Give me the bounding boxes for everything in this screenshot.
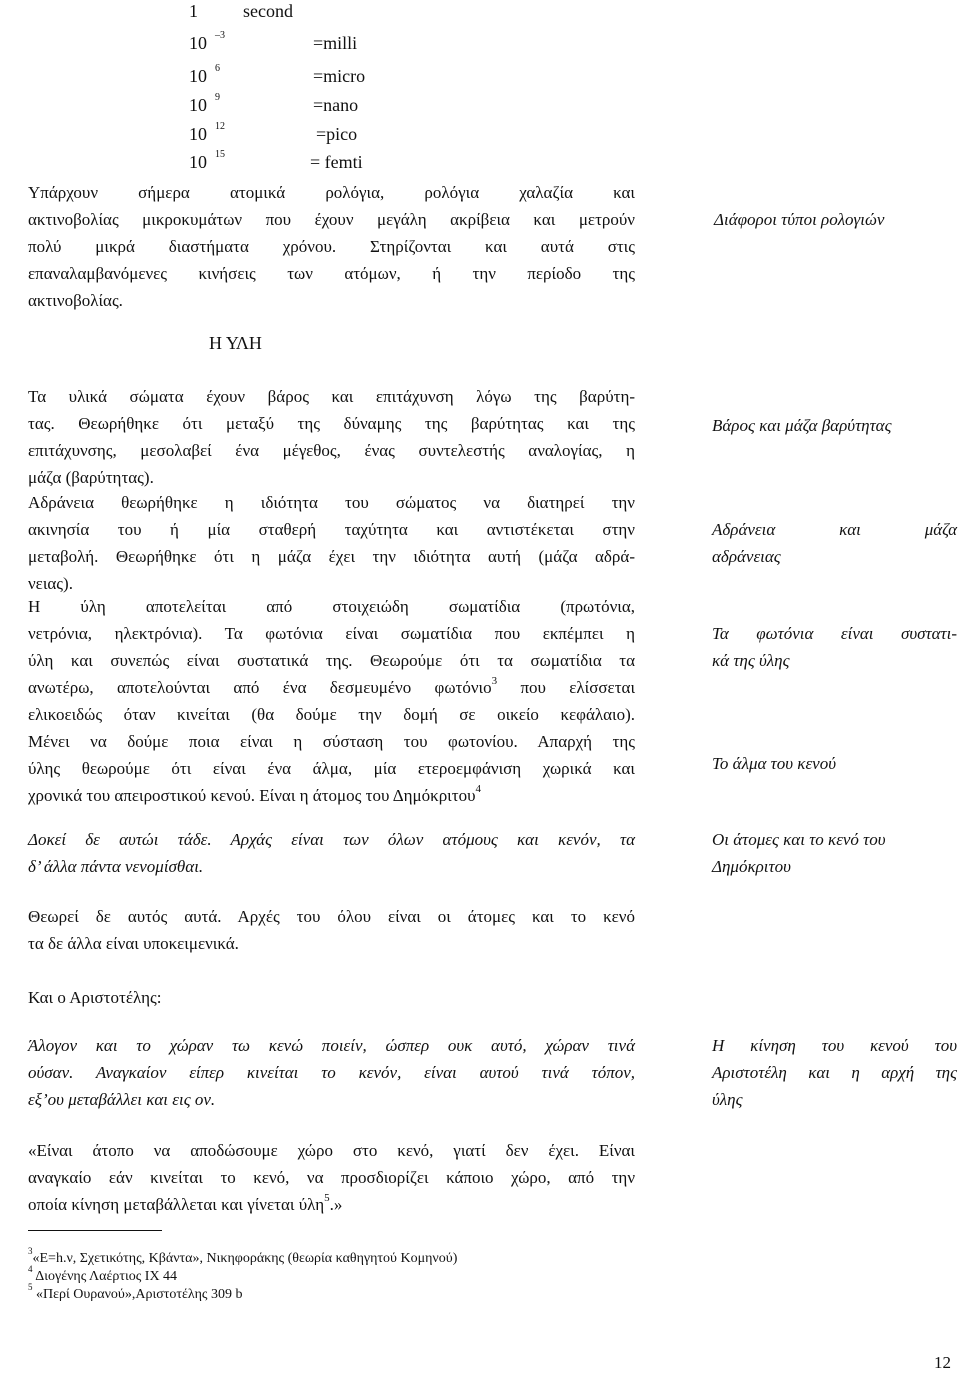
unit-row-micro <box>189 63 366 90</box>
text-line: ελικοειδώς όταν κινείται (θα δούμε την δομή σε οικείο κεφάλαιο). <box>28 705 635 724</box>
text-line: Τα υλικά σώματα έχουν βάρος και επιτάχυνση λόγω της βαρύτη- <box>28 387 635 406</box>
text-line: αναγκαίο εάν κινείται το κενό, να προσδιορίζει κάποιο χώρο, από την <box>28 1168 635 1187</box>
unit-label: =micro <box>313 66 366 86</box>
inertia-paragraph <box>28 489 635 597</box>
unit-label: second <box>243 1 293 21</box>
text-line: δ’ άλλα πάντα νενομίσθαι. <box>28 857 204 876</box>
section-heading: Η ΥΛΗ <box>209 333 262 353</box>
unit-base: 1 <box>189 1 198 21</box>
unit-label: = femti <box>310 152 363 172</box>
text-line: εξ’ου μεταβάλλει και εις ον. <box>28 1090 216 1109</box>
text-line <box>28 674 635 701</box>
aristotle-translation <box>28 1137 635 1218</box>
unit-exponent: 6 <box>215 63 220 74</box>
text-line: ακτινοβολίας μικροκυμάτων που έχουν μεγάλη ακρίβεια και μετρούν <box>28 210 635 229</box>
footnote-number: 5 <box>28 1282 33 1293</box>
text-line: ακτινοβολίας. <box>28 291 123 310</box>
text-fragment: ανωτέρω, αποτελούνται από ένα δεσμευμένο φωτόνιο <box>28 678 492 697</box>
text-line: Άλογον και το χώραν τω κενώ ποιείν, ώσπερ ουκ αυτό, χώραν τινά <box>28 1036 635 1055</box>
democritus-paraphrase <box>28 903 635 957</box>
footnote-separator <box>28 1230 162 1231</box>
text-fragment: που ελίσσεται <box>497 678 636 697</box>
margin-note-line: Αριστοτέλη και η αρχή της <box>712 1063 957 1082</box>
footnote <box>28 1264 457 1286</box>
matter-paragraph <box>28 593 635 809</box>
margin-note-line: Τα φωτόνια είναι συστατι- <box>712 624 957 643</box>
unit-exponent: 15 <box>215 149 225 160</box>
margin-note-weight-mass: Βάρος και μάζα βαρύτητας <box>712 416 892 435</box>
unit-row-pico <box>189 121 358 148</box>
footnote-number: 3 <box>28 1246 33 1257</box>
unit-base: 10 <box>189 95 207 115</box>
text-line: επιτάχυνσης, μεσολαβεί ένα μέγεθος, ένας συντελεστής αναλογίας, η <box>28 441 635 460</box>
democritus-quote <box>28 826 635 880</box>
unit-base: 10 <box>189 124 207 144</box>
unit-row-second <box>189 1 293 25</box>
text-fragment: .» <box>329 1195 343 1214</box>
unit-base: 10 <box>189 152 207 172</box>
text-line: Η ύλη αποτελείται από στοιχειώδη σωματίδια (πρωτόνια, <box>28 597 635 616</box>
footnote-ref: 5 <box>324 1192 330 1205</box>
text-line: νετρόνια, ηλεκτρόνια). Τα φωτόνια είναι σωματίδια που εκπέμπει η <box>28 624 635 643</box>
text-line: «Είναι άτοπο να αποδώσουμε χώρο στο κενό, γιατί δεν έχει. Είναι <box>28 1141 635 1160</box>
text-line: πολύ μικρά διαστήματα χρόνου. Στηρίζονται και αυτά στις <box>28 237 635 256</box>
unit-base: 10 <box>189 33 207 53</box>
weight-paragraph <box>28 383 635 491</box>
text-line: επαναλαμβανόμενες κινήσεις των ατόμων, ή την περίοδο της <box>28 264 635 283</box>
unit-base: 10 <box>189 66 207 86</box>
footnote-text: «Ε=h.ν, Σχετικότης, Κβάντα», Νικηφοράκης (θεωρία καθηγητού Κομηνού) <box>32 1251 458 1266</box>
unit-row-nano <box>189 92 359 119</box>
text-fragment: χρονικά του απειροστικού κενού. Είναι η άτομος του Δημόκριτου <box>28 786 476 805</box>
text-line: Υπάρχουν σήμερα ατομικά ρολόγια, ρολόγια χαλαζία και <box>28 183 635 202</box>
margin-note-leap: Το άλμα του κενού <box>712 754 836 773</box>
footnote-ref: 4 <box>475 783 482 796</box>
text-line: τα δε άλλα είναι υποκειμενικά. <box>28 934 239 953</box>
text-line <box>28 782 635 809</box>
margin-note-inertia <box>712 516 957 570</box>
text-line: Δοκεί δε αυτώι τάδε. Αρχάς είναι των όλων ατόμους και κενόν, τα <box>28 830 635 849</box>
margin-note-line: αδράνειας <box>712 547 781 566</box>
unit-exponent: –3 <box>215 30 225 41</box>
text-line: ακινησία του ή μία σταθερή ταχύτητα και αντιστέκεται στην <box>28 520 635 539</box>
text-line: ύλης θεωρούμε ότι είναι ένα άλμα, μία ετεροεμφάνιση χωρικά και <box>28 759 635 778</box>
unit-exponent: 12 <box>215 121 225 132</box>
footnote <box>28 1282 457 1304</box>
aristotle-quote <box>28 1032 635 1113</box>
margin-note-photons <box>712 620 957 674</box>
footnote-ref: 3 <box>491 675 498 688</box>
margin-note-line: Οι άτομες και το κενό του <box>712 830 886 849</box>
unit-row-milli <box>189 30 358 57</box>
margin-note-line: κά της ύλης <box>712 651 790 670</box>
page-number: 12 <box>934 1353 951 1372</box>
text-line <box>28 1191 635 1218</box>
text-fragment: οποία κίνηση μεταβάλλεται και γίνεται ύλη <box>28 1195 325 1214</box>
footnotes <box>28 1246 458 1304</box>
unit-exponent: 9 <box>215 92 220 103</box>
aristotle-intro: Και ο Αριστοτέλης: <box>28 988 162 1007</box>
clocks-paragraph <box>28 179 635 314</box>
unit-row-femti <box>189 149 363 176</box>
footnote-number: 4 <box>28 1264 33 1275</box>
text-line: Αδράνεια θεωρήθηκε η ιδιότητα του σώματος να διατηρεί την <box>28 493 635 512</box>
footnote-text: «Περί Ουρανού»,Αριστοτέλης 309 b <box>36 1287 243 1302</box>
text-line: ύλη και συνεπώς είναι συστατικά της. Θεωρούμε ότι τα σωματίδια τα <box>28 651 635 670</box>
text-line: Θεωρεί δε αυτός αυτά. Αρχές του όλου είναι οι άτομες και το κενό <box>28 907 635 926</box>
margin-note-line: Δημόκριτου <box>712 857 791 876</box>
text-line: μάζα (βαρύτητας). <box>28 468 154 487</box>
margin-note-motion <box>712 1032 957 1113</box>
unit-label: =nano <box>313 95 359 115</box>
margin-note-line: Η κίνηση του κενού του <box>712 1036 957 1055</box>
text-line: Μένει να δούμε ποια είναι η σύσταση του φωτονίου. Απαρχή της <box>28 732 635 751</box>
margin-note-atoms <box>712 826 957 880</box>
margin-note-line: Αδράνεια και μάζα <box>712 520 957 539</box>
footnote-text: Διογένης Λαέρτιος ΙΧ 44 <box>35 1269 178 1284</box>
margin-note-clock-types: Διάφοροι τύποι ρολογιών <box>714 210 885 229</box>
text-line: νειας). <box>28 574 73 593</box>
text-line: τας. Θεωρήθηκε ότι μεταξύ της δύναμης της βαρύτητας και της <box>28 414 635 433</box>
unit-label: =milli <box>313 33 358 53</box>
footnote <box>28 1246 458 1268</box>
margin-note-line: ύλης <box>712 1090 743 1109</box>
text-line: μεταβολή. Θεωρήθηκε ότι η μάζα έχει την ιδιότητα αυτή (μάζα αδρά- <box>28 547 635 566</box>
unit-label: =pico <box>316 124 358 144</box>
text-line: ούσαν. Αναγκαίον είπερ κινείται το κενόν, είναι αυτού τινά τόπον, <box>28 1063 635 1082</box>
